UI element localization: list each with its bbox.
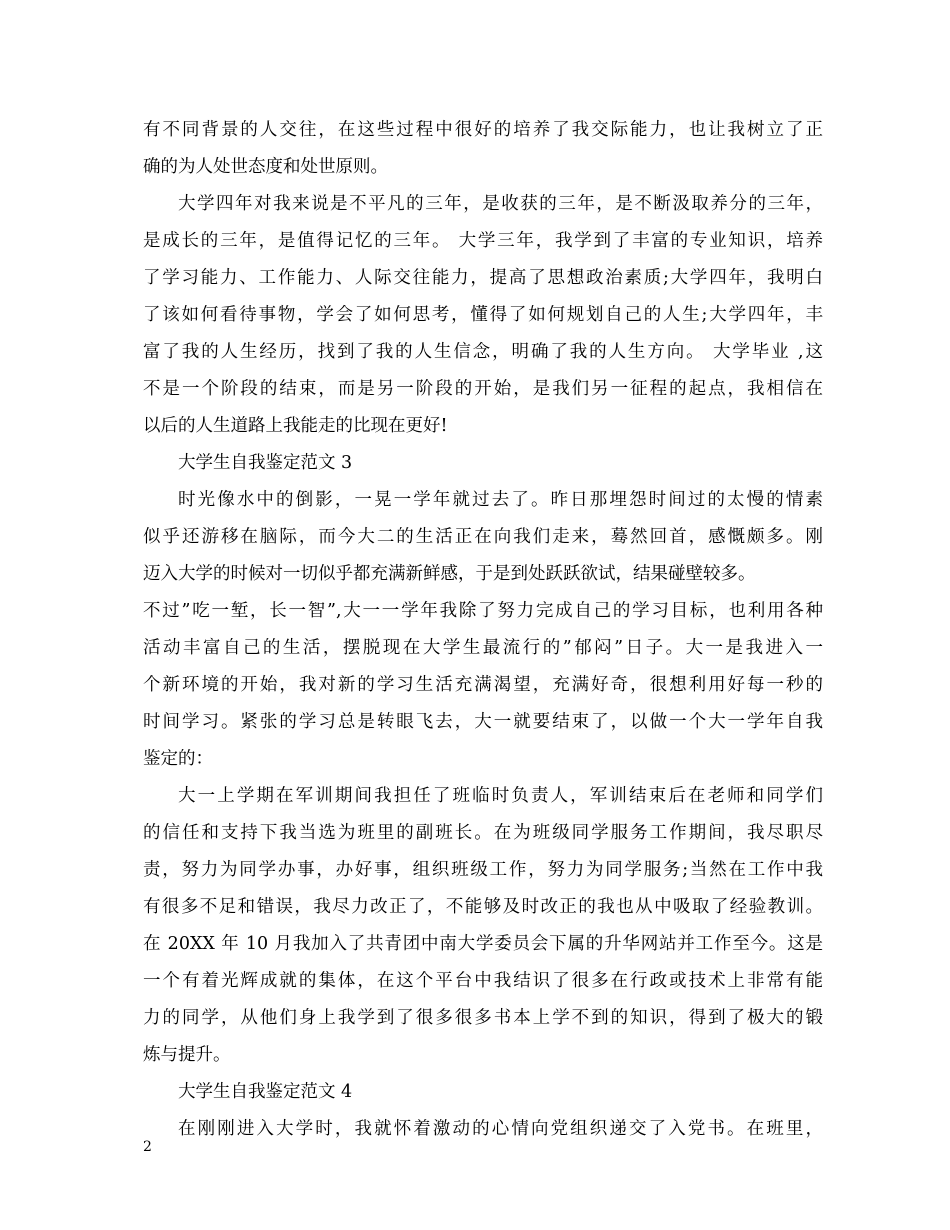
paragraph-line: 有很多不足和错误，我尽力改正了，不能够及时改正的我也从中吸取了经验教训。 <box>143 897 823 917</box>
paragraph-line: 炼与提升。 <box>143 1045 231 1065</box>
paragraph-line: 以后的人生道路上我能走的比现在更好! <box>143 416 448 436</box>
section-heading: 大学生自我鉴定范文 4 <box>178 1082 353 1102</box>
paragraph-line: 了学习能力、工作能力、人际交往能力，提高了思想政治素质;大学四年，我明白 <box>143 268 823 288</box>
paragraph-line: 有不同背景的人交往，在这些过程中很好的培养了我交际能力，也让我树立了正 <box>143 120 823 140</box>
paragraph-line: 了该如何看待事物，学会了如何思考，懂得了如何规划自己的人生;大学四年，丰 <box>143 305 823 325</box>
paragraph-line: 大一上学期在军训期间我担任了班临时负责人，军训结束后在老师和同学们 <box>178 786 823 806</box>
page-number: 2 <box>143 1139 152 1155</box>
paragraph-line: 在 20XX 年 10 月我加入了共青团中南大学委员会下属的升华网站并工作至今。这是 <box>143 934 823 954</box>
paragraph-line: 确的为人处世态度和处世原则。 <box>143 157 388 177</box>
section-heading: 大学生自我鉴定范文 3 <box>178 453 353 473</box>
paragraph-line: 责，努力为同学办事，办好事，组织班级工作，努力为同学服务;当然在工作中我 <box>143 860 823 880</box>
paragraph-line: 活动丰富自己的生活，摆脱现在大学生最流行的”郁闷”日子。大一是我进入一 <box>143 638 823 658</box>
paragraph-line: 鉴定的： <box>143 749 213 769</box>
paragraph-line: 在刚刚进入大学时，我就怀着激动的心情向党组织递交了入党书。在班里， <box>178 1119 823 1139</box>
paragraph-line: 不过”吃一堑，长一智”,大一一学年我除了努力完成自己的学习目标，也利用各种 <box>143 601 823 621</box>
paragraph-line: 力的同学，从他们身上我学到了很多很多书本上学不到的知识，得到了极大的锻 <box>143 1008 823 1028</box>
paragraph-line: 时光像水中的倒影，一晃一学年就过去了。昨日那埋怨时间过的太慢的情素 <box>178 490 823 510</box>
paragraph-line: 时间学习。紧张的学习总是转眼飞去，大一就要结束了，以做一个大一学年自我 <box>143 712 823 732</box>
paragraph-line: 富了我的人生经历，找到了我的人生信念，明确了我的人生方向。 大学毕业 ,这 <box>143 342 823 362</box>
paragraph-line: 大学四年对我来说是不平凡的三年，是收获的三年，是不断汲取养分的三年， <box>178 194 823 214</box>
paragraph-line: 的信任和支持下我当选为班里的副班长。在为班级同学服务工作期间，我尽职尽 <box>143 823 823 843</box>
paragraph-line: 迈入大学的时候对一切似乎都充满新鲜感，于是到处跃跃欲试，结果碰壁较多。 <box>143 564 756 584</box>
paragraph-line: 一个有着光辉成就的集体，在这个平台中我结识了很多在行政或技术上非常有能 <box>143 971 823 991</box>
document-body <box>143 112 823 1148</box>
paragraph-line: 个新环境的开始，我对新的学习生活充满渴望，充满好奇，很想利用好每一秒的 <box>143 675 823 695</box>
paragraph-line: 不是一个阶段的结束，而是另一阶段的开始，是我们另一征程的起点，我相信在 <box>143 379 823 399</box>
paragraph-line: 似乎还游移在脑际，而今大二的生活正在向我们走来，蓦然回首，感慨颇多。刚 <box>143 527 823 547</box>
paragraph-line: 是成长的三年，是值得记忆的三年。 大学三年，我学到了丰富的专业知识，培养 <box>143 231 823 251</box>
